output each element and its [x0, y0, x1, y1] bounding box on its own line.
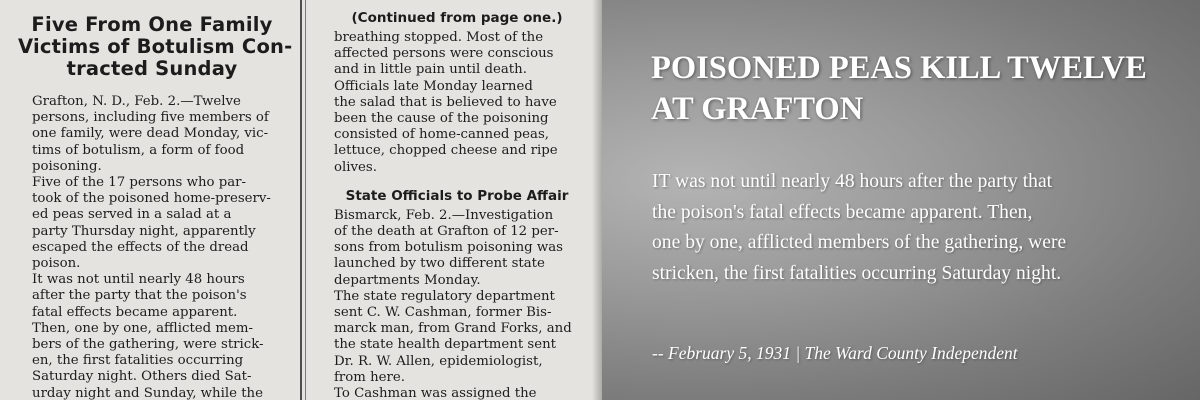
clipping-line: ed peas served in a salad at a	[32, 207, 232, 223]
clipping-line: breathing stopped. Most of the	[334, 30, 544, 45]
clipping-right-body-top	[320, 30, 594, 176]
clipping-line: marck man, from Grand Forks, and	[334, 321, 572, 337]
clipping-line: took of the poisoned home-preserv-	[32, 191, 271, 207]
clipping-right-body-bottom	[320, 208, 594, 400]
clipping-line: lettuce, chopped cheese and ripe	[334, 143, 558, 159]
clipping-line: Grafton, N. D., Feb. 2.—Twelve	[32, 94, 241, 109]
clipping-subhead: State Officials to Probe Affair	[345, 187, 569, 204]
headline-line: tracted Sunday	[66, 57, 238, 80]
clipping-line: persons, including five members of	[32, 110, 269, 126]
clipping-paragraph	[18, 321, 286, 400]
clipping-left-body	[18, 94, 286, 400]
clipping-line: from here.	[334, 369, 406, 385]
continued-label: (Continued from page one.)	[351, 10, 563, 26]
panel-quote-line: the poison's fatal effects became apparent. Then,	[652, 201, 1033, 223]
clipping-line: the state health department sent	[334, 337, 557, 353]
panel-citation: -- February 5, 1931 | The Ward County Independent	[652, 343, 1018, 363]
clipping-line: poisoning.	[32, 158, 102, 174]
clipping-line: escaped the effects of the dread	[32, 239, 249, 255]
clipping-line: Bismarck, Feb. 2.—Investigation	[334, 207, 554, 223]
clipping-line: after the party that the poison's	[32, 288, 247, 304]
clipping-line: olives.	[334, 159, 377, 175]
clipping-line: Then, one by one, afflicted mem-	[32, 320, 253, 336]
clipping-line: Dr. R. W. Allen, epidemiologist,	[334, 353, 543, 369]
clipping-line: been the cause of the poisoning	[334, 111, 549, 127]
clipping-line: The state regulatory department	[334, 288, 555, 304]
clipping-line: en, the first fatalities occurring	[32, 353, 244, 369]
clipping-line: Officials late Monday learned	[334, 78, 533, 94]
clipping-edge-shadow	[592, 0, 602, 400]
clipping-line: Saturday night. Others died Sat-	[32, 369, 252, 385]
clipping-line: sent C. W. Cashman, former Bis-	[334, 305, 552, 321]
clipping-line: departments Monday.	[334, 272, 481, 288]
clipping-line: tims of botulism, a form of food	[32, 142, 245, 158]
clipping-paragraph	[18, 272, 286, 321]
clipping-line: urday night and Sunday, while the	[32, 385, 263, 400]
clipping-left-column	[0, 0, 300, 400]
clipping-paragraph	[18, 175, 286, 272]
clipping-line: fatal effects became apparent.	[32, 304, 238, 320]
clipping-line: one family, were dead Monday, vic-	[32, 126, 269, 142]
panel-title	[651, 48, 1171, 130]
clipping-headline	[18, 13, 293, 80]
clipping-paragraph	[320, 208, 594, 289]
clipping-line: bers of the gathering, were strick-	[32, 337, 264, 353]
clipping-line: sons from botulism poisoning was	[334, 240, 564, 256]
clipping-line: party Thursday night, apparently	[32, 223, 256, 239]
clipping-paragraph	[18, 94, 286, 175]
clipping-paragraph	[320, 30, 594, 79]
panel-quote	[652, 167, 1182, 289]
clipping-line: and in little pain until death.	[334, 62, 527, 78]
clipping-line: affected persons were conscious	[334, 46, 554, 62]
panel-title-line: POISONED PEAS KILL TWELVE	[651, 50, 1147, 86]
quote-panel	[602, 0, 1200, 400]
clipping-line: To Cashman was assigned the	[334, 386, 537, 400]
panel-quote-line: one by one, afflicted members of the gathering, were	[652, 232, 1067, 253]
clipping-line: Five of the 17 persons who par-	[32, 175, 247, 191]
headline-line: Victims of Botulism Con-	[18, 35, 293, 58]
clipping-right-column	[310, 0, 602, 400]
panel-title-line: AT GRAFTON	[651, 91, 864, 127]
clipping-paragraph	[320, 289, 594, 386]
clipping-line: poison.	[32, 256, 81, 272]
headline-line: Five From One Family	[31, 13, 273, 36]
column-divider	[305, 0, 306, 400]
clipping-line: It was not until nearly 48 hours	[32, 272, 245, 288]
clipping-line: of the death at Grafton of 12 per-	[334, 224, 559, 240]
panel-quote-line: IT was not until nearly 48 hours after the party that	[652, 171, 1053, 192]
clipping-line: launched by two different state	[334, 256, 545, 272]
clipping-line: the salad that is believed to have	[334, 94, 557, 110]
clipping-line: consisted of home-canned peas,	[334, 127, 550, 143]
clipping-paragraph	[320, 79, 594, 176]
panel-quote-line: stricken, the first fatalities occurring Saturday night.	[652, 262, 1062, 284]
clipping-paragraph	[320, 386, 594, 400]
column-divider	[300, 0, 302, 400]
